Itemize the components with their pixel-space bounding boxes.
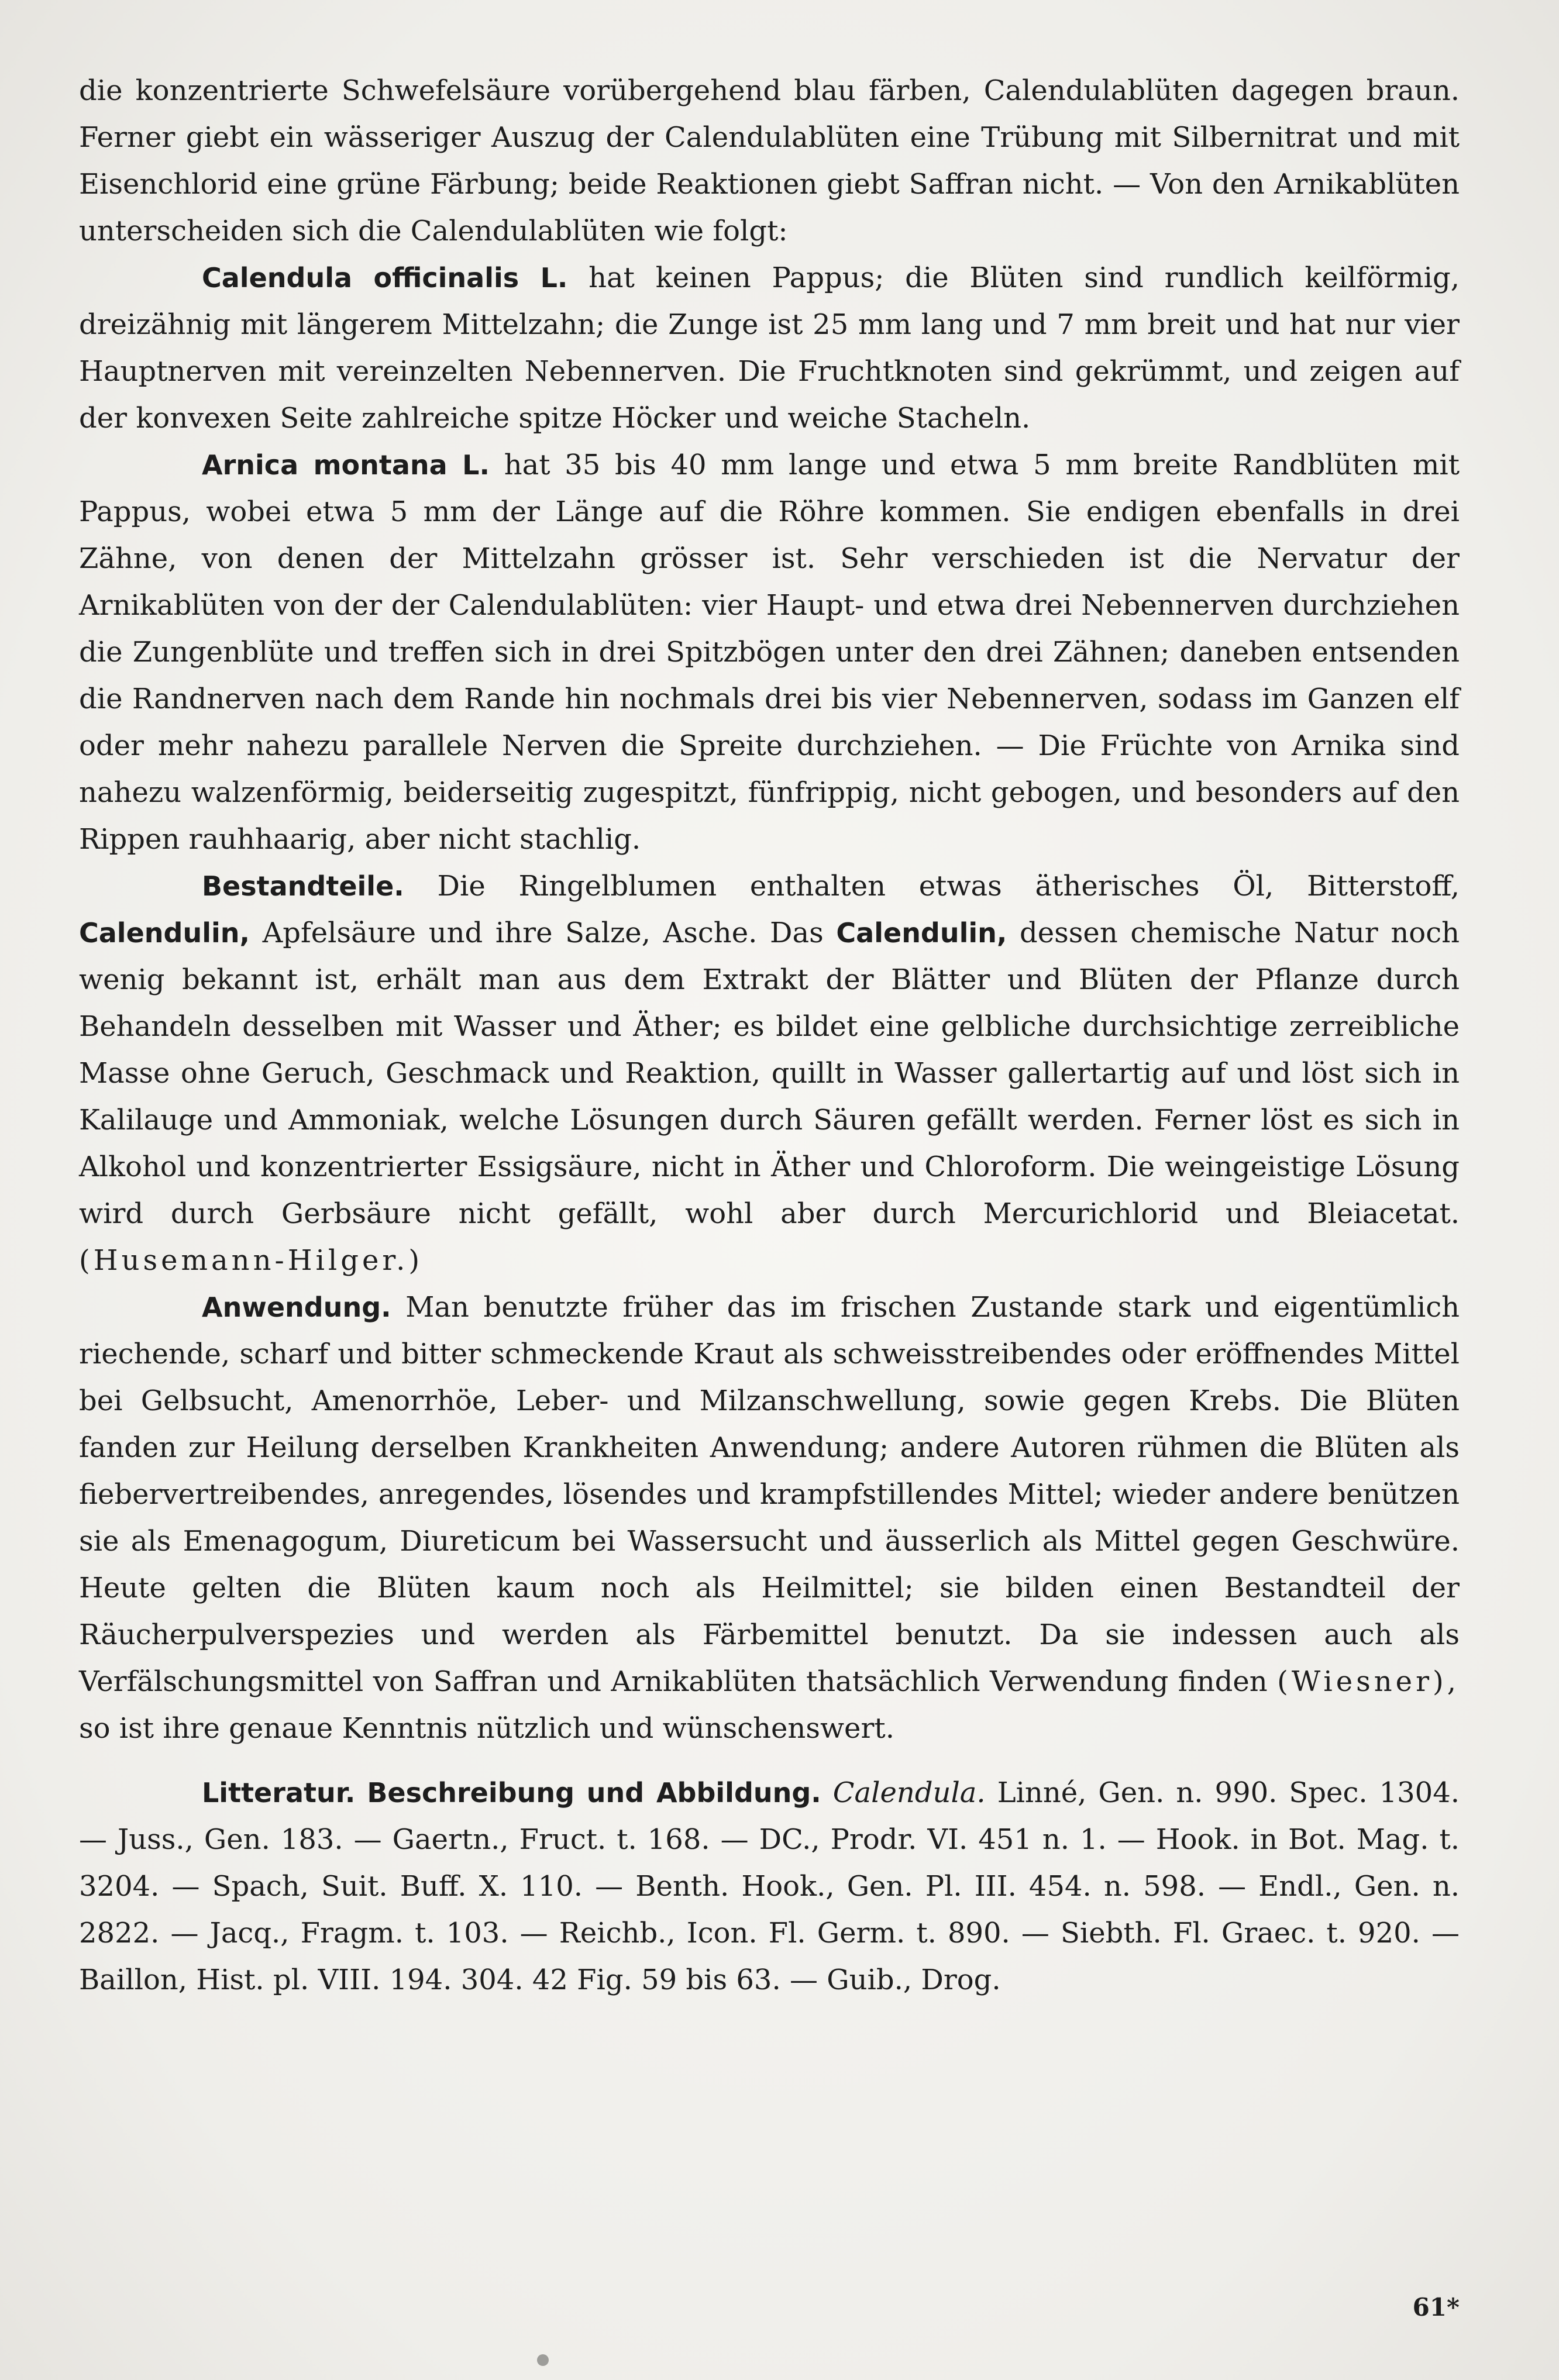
bestandteile-heading: Bestandteile. [202,870,404,902]
anwendung-author: (Wiesner), [1277,1665,1460,1698]
intro-paragraph [79,67,1460,254]
arnica-paragraph [79,442,1460,863]
anwendung-text-1: Man benutzte früher das im frischen Zustande stark und eigentümlich riechende, scharf und bitter schmeckende Kraut als schweisstreibendes oder eröffnendes Mittel bei Gelbsucht, Amenorrhöe, Leber- und Milzanschwellung, sowie gegen Krebs. Die Blüten fanden zur Heilung derselben Krankheiten Anwendung; andere Autoren rühmen die Blüten als fiebervertreibendes, anregendes, lösendes und krampfstillendes Mittel; wieder andere benützen sie als Emenagogum, Diureticum bei Wassersucht und äusserlich als Mittel gegen Geschwüre. Heute gelten die Blüten kaum noch als Heilmittel; sie bilden einen Bestandteil der Räucherpulverspezies und werden als Färbemittel benutzt. Da sie indessen auch als Verfälschungsmittel von Saffran und Arnikablüten thatsächlich Verwendung finden [79,1291,1460,1698]
calendula-paragraph [79,254,1460,442]
bestandteile-text-2: Apfelsäure und ihre Salze, Asche. Das [262,917,824,949]
anwendung-heading: Anwendung. [202,1291,391,1323]
ink-speck [537,2354,549,2366]
litteratur-genus: Calendula. [832,1776,986,1809]
litteratur-subheading: Beschreibung und Abbildung. [367,1777,821,1809]
litteratur-references: Linné, Gen. n. 990. Spec. 1304. — Juss., Gen. 183. — Gaertn., Fruct. t. 168. — DC., Prodr. VI. 451 n. 1. — Hook. in Bot. Mag. t. 3204. — Spach, Suit. Buff. X. 110. — Benth. Hook., Gen. Pl. III. 454. n. 598. — Endl., Gen. n. 2822. — Jacq., Fragm. t. 103. — Reichb., Icon. Fl. Germ. t. 890. — Siebth. Fl. Graec. t. 920. — Baillon, Hist. pl. VIII. 194. 304. 42 Fig. 59 bis 63. — Guib., Drog. [79,1776,1460,1996]
litteratur-paragraph [79,1769,1460,2003]
body-text [79,67,1460,2003]
calendula-text: hat keinen Pappus; die Blüten sind rundlich keilförmig, dreizähnig mit längerem Mittelzahn; die Zunge ist 25 mm lang und 7 mm breit und hat nur vier Hauptnerven mit vereinzelten Nebennerven. Die Fruchtknoten sind gekrümmt, und zeigen auf der konvexen Seite zahlreiche spitze Höcker und weiche Stacheln. [79,261,1460,435]
bestandteile-paragraph [79,863,1460,1284]
calendula-heading: Calendula officinalis L. [202,262,568,294]
intro-text: die konzentrierte Schwefelsäure vorübergehend blau färben, Calendulablüten dagegen braun. Ferner giebt ein wässeriger Auszug der Calendulablüten eine Trübung mit Silbernitrat und mit Eisenchlorid eine grüne Färbung; beide Reaktionen giebt Saffran nicht. — Von den Arnikablüten unterscheiden sich die Calendulablüten wie folgt: [79,74,1460,247]
litteratur-heading: Litteratur. [202,1777,356,1809]
page-number: 61* [1412,2293,1460,2322]
calendulin-term-2: Calendulin, [836,917,1007,949]
bestandteile-text-3: dessen chemische Natur noch wenig bekannt ist, erhält man aus dem Extrakt der Blätter und Blüten der Pflanze durch Behandeln desselben mit Wasser und Äther; es bildet eine gelbliche durchsichtige zerreibliche Masse ohne Geruch, Geschmack und Reaktion, quillt in Wasser gallertartig auf und löst sich in Kalilauge und Ammoniak, welche Lösungen durch Säuren gefällt werden. Ferner löst es sich in Alkohol und konzentrierter Essigsäure, nicht in Äther und Chloroform. Die weingeistige Lösung wird durch Gerbsäure nicht gefällt, wohl aber durch Mercurichlorid und Bleiacetat. [79,917,1460,1230]
arnica-text: hat 35 bis 40 mm lange und etwa 5 mm breite Randblüten mit Pappus, wobei etwa 5 mm der Länge auf die Röhre kommen. Sie endigen ebenfalls in drei Zähne, von denen der Mittelzahn grösser ist. Sehr verschieden ist die Nervatur der Arnikablüten von der der Calendulablüten: vier Haupt- und etwa drei Nebennerven durchziehen die Zungenblüte und treffen sich in drei Spitzbögen unter den drei Zähnen; daneben entsenden die Randnerven nach dem Rande hin nochmals drei bis vier Nebennerven, sodass im Ganzen elf oder mehr nahezu parallele Nerven die Spreite durchziehen. — Die Früchte von Arnika sind nahezu walzenförmig, beiderseitig zugespitzt, fünfrippig, nicht gebogen, und besonders auf den Rippen rauhhaarig, aber nicht stachlig. [79,449,1460,856]
bestandteile-text-1: Die Ringelblumen enthalten etwas ätherisches Öl, Bitterstoff, [437,870,1460,903]
anwendung-paragraph [79,1284,1460,1752]
bestandteile-citation: (Husemann-Hilger.) [79,1244,424,1277]
anwendung-text-2: so ist ihre genaue Kenntnis nützlich und wünschenswert. [79,1712,894,1745]
arnica-heading: Arnica montana L. [202,449,490,481]
calendulin-term-1: Calendulin, [79,917,250,949]
